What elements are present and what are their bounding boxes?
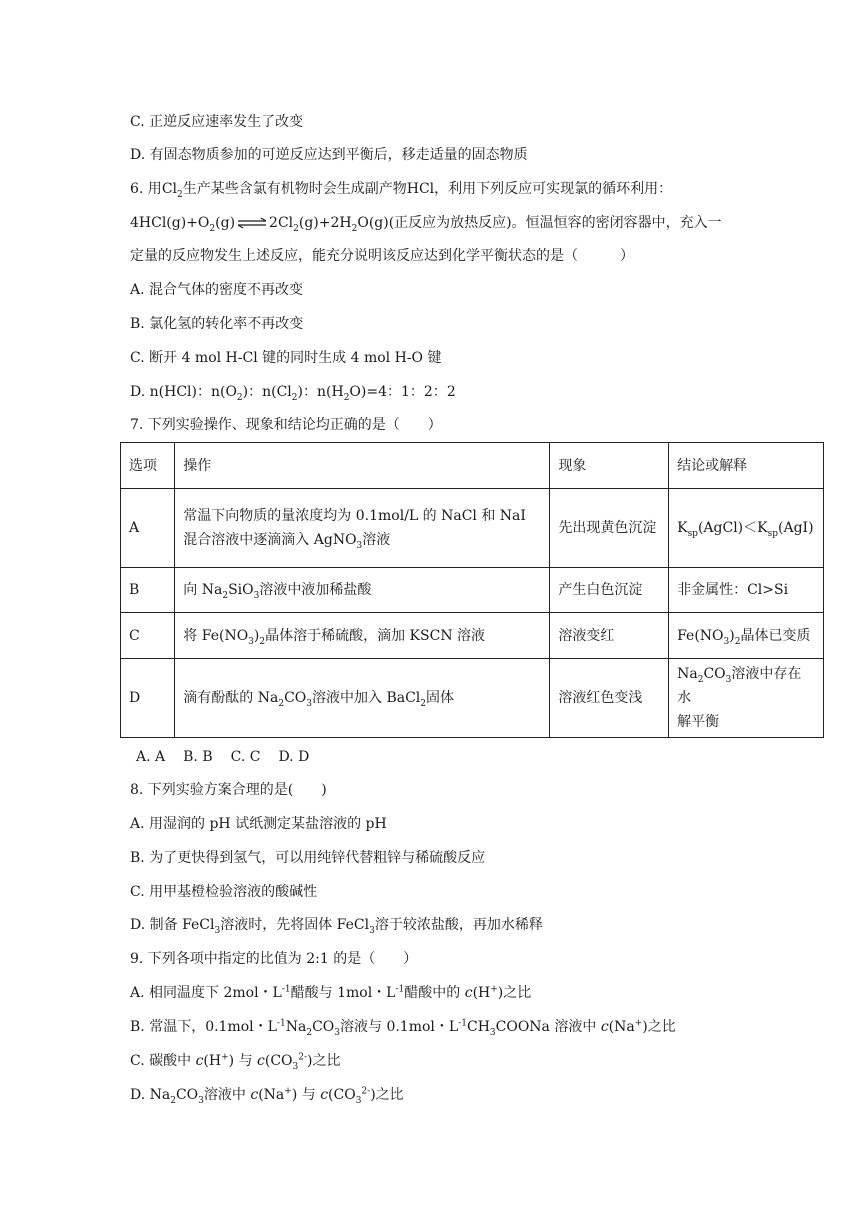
q8-option-d: D. 制备 FeCl$_3$溶液时，先将固体 FeCl$_3$溶于较浓盐酸，再加水稀释 xyxy=(130,917,543,936)
q6-stem: 6. 用$Cl_2$生产某些含氯有机物时会生成副产物HCl，利用下列反应可实现氯的循环利用： xyxy=(130,181,673,200)
q9-option-b: B. 常温下，0.1mol・$L^{-1}Na_2CO_3$溶液与 0.1mol・$L^{-1}CH_3COONa$ 溶液中 c(Na+)之比 xyxy=(130,1018,676,1038)
operation-cell: 向 $Na_2SiO_3$溶液中液加稀盐酸 xyxy=(175,568,550,613)
q6-option-a: A. 混合气体的密度不再改变 xyxy=(130,282,304,298)
q7-option-a: A. A xyxy=(136,749,166,765)
option-cell: B xyxy=(121,568,175,613)
phenomenon-cell: 产生白色沉淀 xyxy=(550,568,669,613)
conclusion-cell: $Fe(NO_3)_2$晶体已变质 xyxy=(669,613,824,659)
q6-option-c: C. 断开 4 mol H-Cl 键的同时生成 4 mol H-O 键 xyxy=(130,350,442,366)
operation-cell: 将 $Fe(NO_3)_2$晶体溶于稀硫酸，滴加 KSCN 溶液 xyxy=(175,613,550,659)
q7-option-c: C. C xyxy=(230,749,261,765)
table-header-row xyxy=(121,443,824,489)
table-header-cell: 操作 xyxy=(175,443,550,489)
q7-stem: 7. 下列实验操作、现象和结论均正确的是（ ） xyxy=(130,417,442,433)
conclusion-cell: 非金属性：Cl>Si xyxy=(669,568,824,613)
q5-option-c: C. 正逆反应速率发生了改变 xyxy=(130,114,304,130)
q8-option-b: B. 为了更快得到氢气，可以用纯锌代替粗锌与稀硫酸反应 xyxy=(130,850,486,866)
q7-option-d: D. D xyxy=(278,749,310,765)
equilibrium-arrow-icon xyxy=(237,217,267,229)
table-header-cell: 结论或解释 xyxy=(669,443,824,489)
q7-table xyxy=(120,442,824,738)
q8-option-a: A. 用湿润的 pH 试纸测定某盐溶液的 pH xyxy=(130,816,387,832)
q7-option-b: B. B xyxy=(183,749,213,765)
table-row xyxy=(121,613,824,659)
q6-option-b: B. 氯化氢的转化率不再改变 xyxy=(130,316,304,332)
q9-stem: 9. 下列各项中指定的比值为 2:1 的是（ ） xyxy=(130,951,418,967)
table-row xyxy=(121,489,824,568)
q8-stem: 8. 下列实验方案合理的是( ) xyxy=(130,782,327,798)
phenomenon-cell: 溶液变红 xyxy=(550,613,669,659)
table-header-cell: 现象 xyxy=(550,443,669,489)
q8-option-c: C. 用甲基橙检验溶液的酸碱性 xyxy=(130,884,318,900)
q9-option-a: A. 相同温度下 2mol・$L^{-1}$醋酸与 1mol・$L^{-1}$醋酸中的 c(H+)之比 xyxy=(130,984,532,1001)
operation-cell: 滴有酚酞的 $Na_2CO_3$溶液中加入 BaCl$_2$固体 xyxy=(175,659,550,738)
conclusion-cell: $Na_2CO_3$溶液中存在水 解平衡 xyxy=(669,659,824,738)
q6-stem-continued: 定量的反应物发生上述反应，能充分说明该反应达到化学平衡状态的是（ ） xyxy=(130,248,634,264)
phenomenon-cell: 溶液红色变浅 xyxy=(550,659,669,738)
q7-options xyxy=(136,747,327,767)
operation-cell: 常温下向物质的量浓度均为 0.1mol/L 的 NaCl 和 NaI 混合溶液中逐滴滴入 AgNO$_3$溶液 xyxy=(175,489,550,568)
table-row xyxy=(121,659,824,738)
option-cell: D xyxy=(121,659,175,738)
option-cell: C xyxy=(121,613,175,659)
q6-option-d: D. n(HCl)：$n(O_2)$：$n(Cl_2)$：$n(H_2O)=4$：1：2：2 xyxy=(130,384,456,403)
conclusion-cell: $K_{sp}(AgCl)<K_{sp}(AgI)$ xyxy=(669,489,824,568)
q9-option-d: D. $Na_2CO_3$溶液中 c(Na+) 与 $c(CO_3^{2-})$之比 xyxy=(130,1086,404,1106)
option-cell: A xyxy=(121,489,175,568)
q9-option-c: C. 碳酸中 c(H+) 与 $c(CO_3^{2-})$之比 xyxy=(130,1052,341,1072)
phenomenon-cell: 先出现黄色沉淀 xyxy=(550,489,669,568)
q5-option-d: D. 有固态物质参加的可逆反应达到平衡后，移走适量的固态物质 xyxy=(130,147,528,163)
table-header-cell: 选项 xyxy=(121,443,175,489)
q6-equation: $4HCl(g)+O_2(g)$ $2Cl_2(g)+2H_2O(g)$(正反应为放热反应)。恒温恒容的密闭容器中，充入一 xyxy=(130,215,722,234)
table-row xyxy=(121,568,824,613)
